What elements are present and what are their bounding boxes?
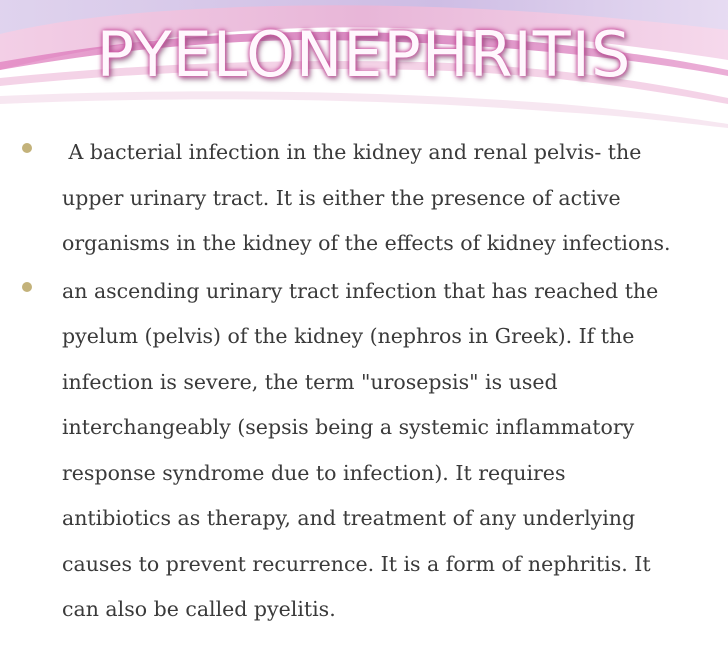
bullet-list (18, 130, 708, 633)
text-line: interchangeably (sepsis being a systemic inflammatory (62, 415, 635, 439)
text-line: response syndrome due to infection). It requires (62, 460, 566, 485)
text-line: an ascending urinary tract infection that has reached the (62, 278, 659, 303)
text-line: A bacterial infection in the kidney and renal pelvis- the (62, 140, 642, 164)
bullet-text (62, 130, 708, 267)
bullet-text (62, 269, 708, 633)
bullet-dot-icon (22, 143, 32, 153)
slide-title: PYELONEPHRITIS (96, 18, 632, 91)
text-line: organisms in the kidney of the effects of kidney infections. (62, 231, 671, 255)
text-line: infection is severe, the term "urosepsis" is used (62, 369, 558, 394)
text-line: pyelum (pelvis) of the kidney (nephros in Greek). If the (62, 324, 635, 348)
text-line: can also be called pyelitis. (62, 597, 336, 621)
text-line: causes to prevent recurrence. It is a form of nephritis. It (62, 551, 651, 576)
text-line: upper urinary tract. It is either the presence of active (62, 185, 621, 210)
bullet-dot-icon (22, 282, 32, 292)
text-line: antibiotics as therapy, and treatment of any underlying (62, 506, 636, 530)
bullet-item (18, 130, 708, 267)
bullet-item (18, 269, 708, 633)
